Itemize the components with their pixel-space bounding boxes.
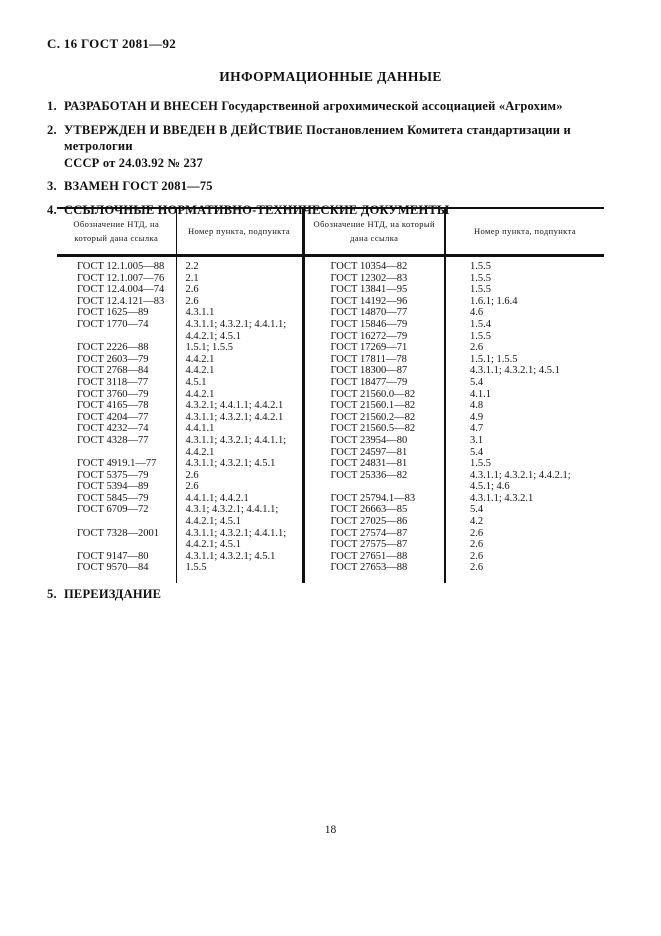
references-table <box>57 207 604 583</box>
ntd-reference: ГОСТ 27653—88 <box>303 562 445 583</box>
clause-numbers: 4.3.1.1 <box>176 307 303 319</box>
ntd-reference: ГОСТ 5375—79 <box>57 470 176 482</box>
ntd-reference: ГОСТ 4204—77 <box>57 412 176 424</box>
list-item <box>47 122 622 172</box>
ntd-reference: ГОСТ 4165—78 <box>57 400 176 412</box>
clause-numbers: 2.2 <box>176 256 303 273</box>
clause-numbers: 1.5.5 <box>470 458 491 470</box>
clause-numbers: 4.1.1 <box>470 388 491 400</box>
clause-numbers: 4.3.2.1; 4.4.1.1; 4.4.2.1 <box>176 400 303 412</box>
ntd-reference: ГОСТ 1625—89 <box>57 307 176 319</box>
table-row <box>57 551 604 563</box>
ntd-reference: ГОСТ 4328—77 <box>57 435 176 447</box>
ntd-reference <box>57 447 176 459</box>
clause-numbers: 4.4.2.1 <box>176 354 303 366</box>
table-row <box>57 470 604 482</box>
table-row <box>57 256 604 273</box>
clause-numbers: 5.4 <box>470 376 484 388</box>
clause-numbers: 4.4.1.1 <box>176 423 303 435</box>
ntd-reference <box>57 516 176 528</box>
clause-numbers: 1.5.1; 1.5.5 <box>470 353 518 365</box>
clause-numbers: 4.4.2.1 <box>176 389 303 401</box>
clause-numbers: 2.6 <box>176 296 303 308</box>
clause-numbers: 4.3.1.1; 4.3.2.1; 4.4.2.1; <box>470 469 571 481</box>
ntd-reference: ГОСТ 21560.0—82 <box>303 389 445 401</box>
clause-numbers: 4.3.1.1; 4.3.2.1; 4.4.1.1; <box>176 435 303 447</box>
ntd-reference: ГОСТ 5394—89 <box>57 481 176 493</box>
clause-numbers: 1.5.5 <box>176 562 303 583</box>
item-number: 1. <box>47 99 57 113</box>
clause-numbers: 4.8 <box>470 400 484 412</box>
clause-numbers: 4.3.1.1; 4.3.2.1; 4.4.2.1 <box>176 412 303 424</box>
ntd-reference: ГОСТ 13841—95 <box>303 284 445 296</box>
clause-numbers: 4.5.1 <box>176 377 303 389</box>
clause-numbers: 2.6 <box>176 470 303 482</box>
clause-numbers: 4.5.1; 4.6 <box>470 481 510 493</box>
ntd-reference: ГОСТ 5845—79 <box>57 493 176 505</box>
table-row <box>57 307 604 319</box>
clause-numbers: 4.9 <box>470 411 484 423</box>
ntd-reference: ГОСТ 15846—79 <box>303 319 445 331</box>
ntd-reference: ГОСТ 21560.2—82 <box>303 412 445 424</box>
clause-numbers: 4.3.1.1; 4.3.2.1; 4.4.1.1; <box>176 528 303 540</box>
clause-numbers: 1.5.5 <box>470 272 491 284</box>
ntd-reference: ГОСТ 12.4.004—74 <box>57 284 176 296</box>
list-item <box>47 178 622 195</box>
table-row <box>57 319 604 331</box>
clause-numbers: 1.6.1; 1.6.4 <box>470 295 518 307</box>
ntd-reference: ГОСТ 24831—81 <box>303 458 445 470</box>
ntd-reference: ГОСТ 27651—88 <box>303 551 445 563</box>
clause-numbers: 4.3.1.1; 4.3.2.1; 4.5.1 <box>470 365 560 377</box>
table-row <box>57 493 604 505</box>
ntd-reference: ГОСТ 27025—86 <box>303 516 445 528</box>
clause-numbers: 2.6 <box>470 527 484 539</box>
references-table-head <box>57 208 604 256</box>
ntd-reference: ГОСТ 24597—81 <box>303 447 445 459</box>
table-row <box>57 412 604 424</box>
table-row <box>57 389 604 401</box>
ntd-reference: ГОСТ 18477—79 <box>303 377 445 389</box>
table-row <box>57 377 604 389</box>
table-row <box>57 284 604 296</box>
item-text: ПЕРЕИЗДАНИЕ <box>64 587 162 601</box>
clause-numbers: 4.3.1.1; 4.3.2.1 <box>470 492 534 504</box>
clause-numbers: 2.6 <box>470 539 484 551</box>
clause-numbers: 2.6 <box>470 550 484 562</box>
clause-numbers: 4.3.1; 4.3.2.1; 4.4.1.1; <box>176 504 303 516</box>
ntd-reference: ГОСТ 23954—80 <box>303 435 445 447</box>
clause-numbers: 4.4.2.1; 4.5.1 <box>176 539 303 551</box>
ntd-reference: ГОСТ 14870—77 <box>303 307 445 319</box>
clause-numbers: 4.7 <box>470 423 484 435</box>
clause-numbers: 4.4.2.1 <box>176 365 303 377</box>
item-text: УТВЕРЖДЕН И ВВЕДЕН В ДЕЙСТВИЕ Постановлением Комитета стандартизации и метрологии <box>64 122 571 153</box>
item-text-line2: СССР от 24.03.92 № 237 <box>64 155 203 170</box>
page-number: 18 <box>324 824 337 836</box>
table-row <box>57 458 604 470</box>
item-5 <box>47 586 622 610</box>
ntd-reference <box>303 481 445 493</box>
clause-numbers: 2.1 <box>176 273 303 285</box>
clause-numbers: 4.4.1.1; 4.4.2.1 <box>176 493 303 505</box>
ntd-reference: ГОСТ 4919.1—77 <box>57 458 176 470</box>
running-header: С. 16 ГОСТ 2081—92 <box>47 36 177 51</box>
clause-numbers: 1.5.5 <box>470 284 491 296</box>
clause-numbers: 4.6 <box>470 307 484 319</box>
ntd-reference: ГОСТ 27575—87 <box>303 539 445 551</box>
clause-numbers: 4.3.1.1; 4.3.2.1; 4.4.1.1; <box>176 319 303 331</box>
column-header-clause-left: Номер пункта, подпункта <box>176 208 303 256</box>
ntd-reference: ГОСТ 2226—88 <box>57 342 176 354</box>
table-row <box>57 273 604 285</box>
header-row <box>57 208 604 256</box>
clause-numbers: 4.4.2.1; 4.5.1 <box>176 516 303 528</box>
clause-numbers: 2.6 <box>176 284 303 296</box>
item-number: 3. <box>47 179 57 193</box>
clause-numbers: 2.6 <box>470 562 484 574</box>
page-title: ИНФОРМАЦИОННЫЕ ДАННЫЕ <box>219 69 442 84</box>
ntd-reference: ГОСТ 26663—85 <box>303 504 445 516</box>
ntd-reference: ГОСТ 17269—71 <box>303 342 445 354</box>
clause-numbers: 1.5.5 <box>470 261 491 272</box>
ntd-reference: ГОСТ 12302—83 <box>303 273 445 285</box>
ntd-reference <box>57 331 176 343</box>
clause-numbers: 2.6 <box>176 481 303 493</box>
references-table-body <box>57 256 604 584</box>
table-row <box>57 400 604 412</box>
ntd-reference: ГОСТ 9147—80 <box>57 551 176 563</box>
ntd-reference: ГОСТ 16272—79 <box>303 331 445 343</box>
column-header-ntd-right: Обозначение НТД, на который дана ссылка <box>303 208 445 256</box>
ntd-reference: ГОСТ 18300—87 <box>303 365 445 377</box>
clause-numbers: 4.4.2.1; 4.5.1 <box>176 331 303 343</box>
clause-numbers: 5.4 <box>470 504 484 516</box>
column-header-clause-right: Номер пункта, подпункта <box>445 208 604 256</box>
table-row <box>57 365 604 377</box>
info-items-list <box>47 98 622 225</box>
item-number: 5. <box>47 587 57 601</box>
item-text: ВЗАМЕН ГОСТ 2081—75 <box>64 179 213 193</box>
ntd-reference: ГОСТ 14192—96 <box>303 296 445 308</box>
ntd-reference: ГОСТ 1770—74 <box>57 319 176 331</box>
ntd-reference: ГОСТ 12.1.007—76 <box>57 273 176 285</box>
table-row <box>57 435 604 447</box>
ntd-reference: ГОСТ 9570—84 <box>57 562 176 583</box>
ntd-reference: ГОСТ 25794.1—83 <box>303 493 445 505</box>
list-item <box>47 98 622 115</box>
clause-numbers: 1.5.4 <box>470 318 491 330</box>
ntd-reference: ГОСТ 2603—79 <box>57 354 176 366</box>
item-text: РАЗРАБОТАН И ВНЕСЕН Государственной агрохимической ассоциацией «Агрохим» <box>64 99 563 113</box>
ntd-reference: ГОСТ 27574—87 <box>303 528 445 540</box>
ntd-reference: ГОСТ 6709—72 <box>57 504 176 516</box>
clause-numbers: 1.5.5 <box>470 330 491 342</box>
table-row <box>57 342 604 354</box>
column-header-ntd-left: Обозначение НТД, на который дана ссылка <box>57 208 176 256</box>
table-row <box>57 296 604 308</box>
table-row <box>57 354 604 366</box>
item-text: ССЫЛОЧНЫЕ НОРМАТИВНО-ТЕХНИЧЕСКИЕ ДОКУМЕНТЫ <box>64 202 450 217</box>
list-item <box>47 586 622 603</box>
table-row <box>57 447 604 459</box>
ntd-reference: ГОСТ 12.4.121—83 <box>57 296 176 308</box>
clause-numbers: 3.1 <box>470 434 484 446</box>
table-row <box>57 528 604 540</box>
clause-numbers: 1.5.1; 1.5.5 <box>176 342 303 354</box>
ntd-reference: ГОСТ 25336—82 <box>303 470 445 482</box>
clause-numbers: 4.3.1.1; 4.3.2.1; 4.5.1 <box>176 551 303 563</box>
ntd-reference <box>57 539 176 551</box>
clause-numbers: 2.6 <box>470 342 484 354</box>
clause-numbers: 4.2 <box>470 516 484 528</box>
ntd-reference: ГОСТ 3118—77 <box>57 377 176 389</box>
table-row <box>57 562 604 583</box>
ntd-reference: ГОСТ 12.1.005—88 <box>57 256 176 273</box>
table-row <box>57 481 604 493</box>
ntd-reference: ГОСТ 2768—84 <box>57 365 176 377</box>
clause-numbers: 4.3.1.1; 4.3.2.1; 4.5.1 <box>176 458 303 470</box>
ntd-reference: ГОСТ 17811—78 <box>303 354 445 366</box>
ntd-reference: ГОСТ 7328—2001 <box>57 528 176 540</box>
ntd-reference: ГОСТ 4232—74 <box>57 423 176 435</box>
table-row <box>57 539 604 551</box>
item-number: 4. <box>47 202 57 217</box>
ntd-reference: ГОСТ 10354—82 <box>303 256 445 273</box>
table-row <box>57 504 604 516</box>
ntd-reference: ГОСТ 21560.1—82 <box>303 400 445 412</box>
table-row <box>57 516 604 528</box>
clause-numbers: 5.4 <box>470 446 484 458</box>
ntd-reference: ГОСТ 3760—79 <box>57 389 176 401</box>
ntd-reference: ГОСТ 21560.5—82 <box>303 423 445 435</box>
clause-numbers: 4.4.2.1 <box>176 447 303 459</box>
table-row <box>57 423 604 435</box>
table-row <box>57 331 604 343</box>
item-number: 2. <box>47 122 57 137</box>
